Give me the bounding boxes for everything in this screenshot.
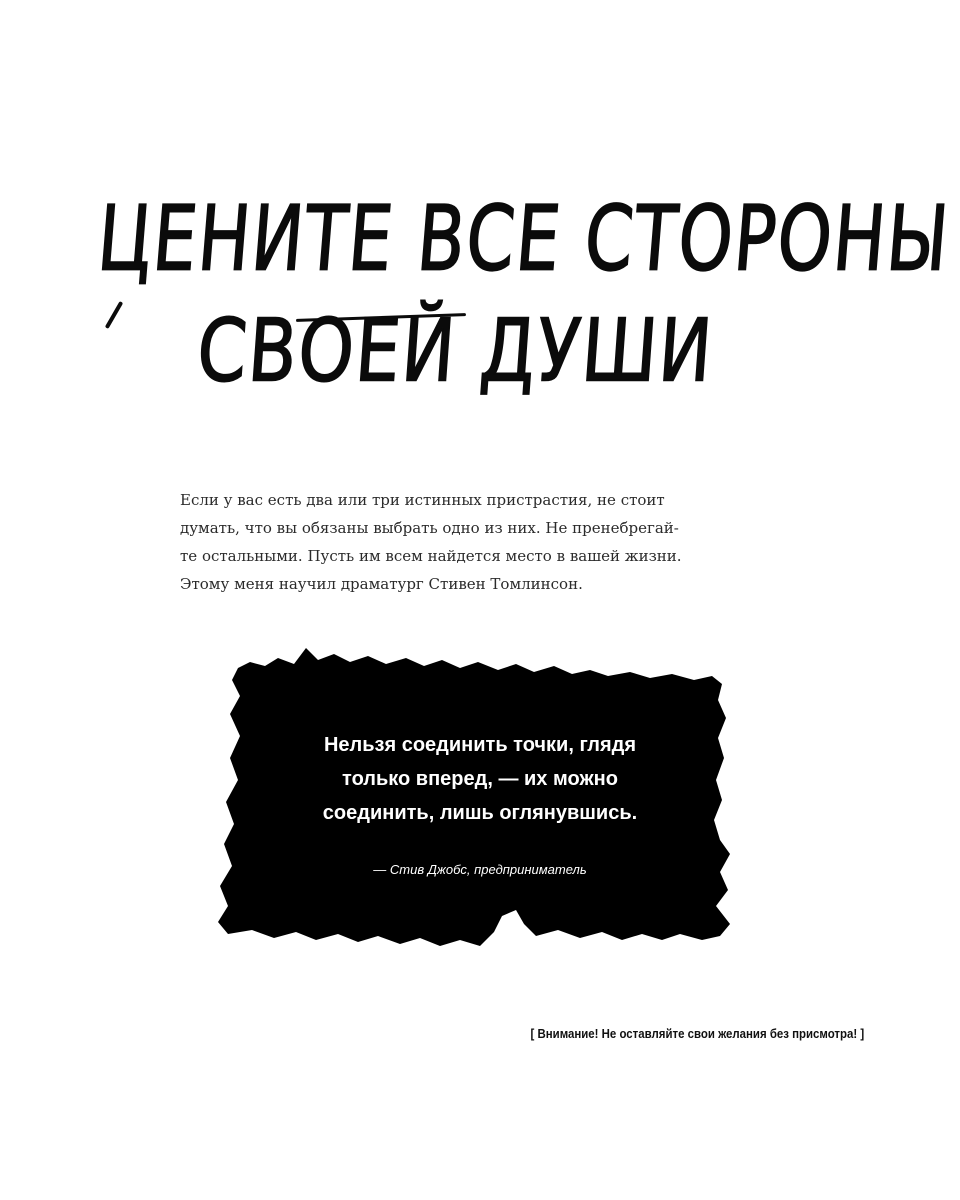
quote-line: соединить, лишь оглянувшись. <box>322 802 638 824</box>
page-headline <box>80 186 954 440</box>
quote-line: Нельзя соединить точки, глядя <box>323 734 637 756</box>
quote-text <box>270 728 690 830</box>
quote-author: — Стив Джобс, предприниматель <box>373 862 587 877</box>
footer-warning: [ Внимание! Не оставляйте свои желания без присмотра! ] <box>530 1026 864 1041</box>
quote-block <box>210 640 760 970</box>
quote-line: только вперед, — их можно <box>342 768 618 790</box>
headline-line-2: СВОЕЙ ДУШИ <box>194 300 717 401</box>
body-line: Если у вас есть два или три истинных пристрастия, не стоит <box>180 491 665 509</box>
headline-letter-tail <box>105 301 123 329</box>
body-paragraph <box>180 486 795 598</box>
body-line: думать, что вы обязаны выбрать одно из них. Не пренебрегай- <box>180 519 679 537</box>
body-line: Этому меня научил драматург Стивен Томлинсон. <box>180 575 583 593</box>
body-line: те остальными. Пусть им всем найдется место в вашей жизни. <box>180 547 682 565</box>
headline-line-1: ЦЕНИТЕ ВСЕ СТОРОНЫ <box>94 186 954 291</box>
